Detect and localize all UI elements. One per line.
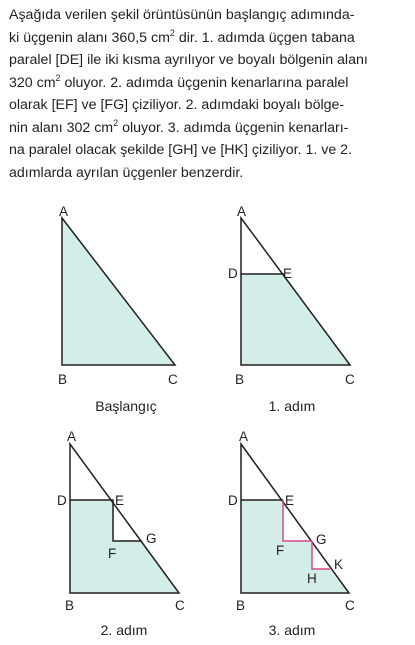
vertex-k-label: K <box>334 557 344 572</box>
vertex-g-label: G <box>146 531 157 546</box>
caption-step1: 1. adım <box>268 398 316 414</box>
vertex-g-label: G <box>316 532 327 547</box>
problem-line-6: nin alanı 302 $cm^2$ oluyor. 3. adımda üçgenin kenarları- <box>9 117 349 136</box>
triangle-step1-figure <box>225 200 375 390</box>
problem-line-5: olarak [EF] ve [FG] çiziliyor. 2. adımdaki boyalı bölge- <box>9 97 345 113</box>
caption-start: Başlangıç <box>95 398 157 414</box>
vertex-a-label: A <box>67 429 77 444</box>
shaded-region <box>70 500 179 593</box>
shaded-trapezoid <box>241 274 350 365</box>
problem-line-8: adımlarda ayrılan üçgenler benzerdir. <box>9 164 244 181</box>
vertex-f-label: F <box>276 543 285 558</box>
caption-step2: 2. adım <box>100 622 148 638</box>
vertex-e-label: E <box>285 493 295 508</box>
triangle-abc <box>62 218 175 365</box>
problem-line-3: paralel [DE] ile iki kısma ayrılıyor ve boyalı bölgenin alanı <box>9 52 368 68</box>
vertex-a-label: A <box>239 429 249 444</box>
problem-line-2: ki üçgenin alanı 360,5 $cm^2$ dir. 1. adımda üçgen tabana <box>9 27 355 46</box>
vertex-b-label: B <box>58 372 68 387</box>
caption-step3: 3. adım <box>268 622 316 638</box>
problem-line-7: na paralel olacak şekilde [GH] ve [HK] çiziliyor. 1. ve 2. <box>9 142 353 158</box>
problem-line-1: Aşağıda verilen şekil örüntüsünün başlangıç adımında- <box>9 7 355 23</box>
triangle-step3-figure <box>225 425 375 615</box>
vertex-a-label: A <box>59 204 69 219</box>
vertex-b-label: B <box>65 598 75 613</box>
vertex-d-label: D <box>57 493 67 508</box>
triangle-start-figure <box>50 200 200 390</box>
vertex-e-label: E <box>283 266 293 281</box>
shaded-region <box>241 500 349 593</box>
vertex-b-label: B <box>236 598 246 613</box>
vertex-h-label: H <box>307 571 317 586</box>
problem-text <box>9 4 409 184</box>
vertex-c-label: C <box>345 598 355 613</box>
problem-line-4: 320 $cm^2$ oluyor. 2. adımda üçgenin kenarlarına paralel <box>9 72 349 91</box>
vertex-e-label: E <box>115 493 125 508</box>
vertex-c-label: C <box>175 598 185 613</box>
triangle-step2-figure <box>55 425 205 615</box>
vertex-c-label: C <box>345 372 355 387</box>
vertex-a-label: A <box>237 204 247 219</box>
vertex-f-label: F <box>108 546 117 561</box>
vertex-d-label: D <box>228 266 238 281</box>
vertex-c-label: C <box>168 372 178 387</box>
vertex-b-label: B <box>235 372 245 387</box>
vertex-d-label: D <box>228 493 238 508</box>
